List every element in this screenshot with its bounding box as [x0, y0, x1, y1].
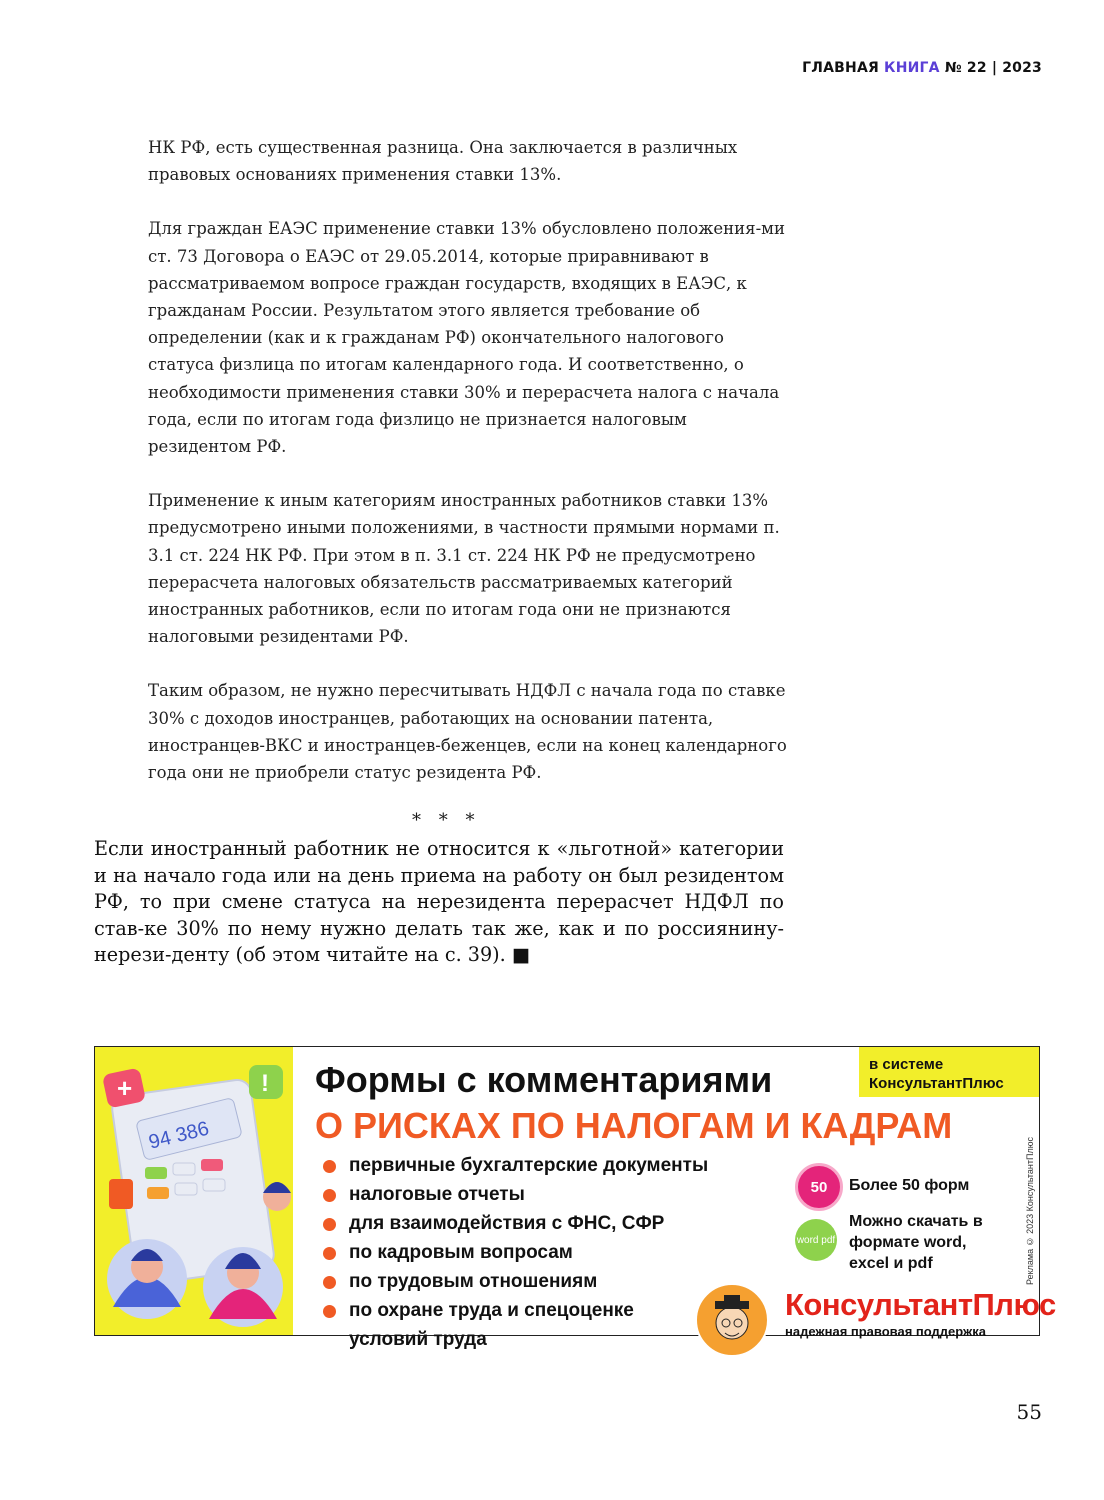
list-item: по охране труда и спецоценке — [323, 1296, 708, 1325]
advertisement-banner[interactable] — [94, 1046, 1056, 1350]
running-header — [802, 60, 1042, 76]
section-separator: * * * — [412, 810, 481, 831]
quoted-explanation — [148, 134, 788, 813]
quote-paragraph-1: НК РФ, есть существенная разница. Она заключается в различных правовых основаниях применения ставки 13%. — [148, 138, 738, 185]
conclusion-paragraph: Если иностранный работник не относится к «льготной» категории и на начало года или на день приема на работу он был резидентом РФ, то при смене статуса на нерезидента перерасчет НДФЛ по став-ке 30% по нему нужно делать так же, как и по россиянину-нерези-денту (об этом читайте на с. 39). ■ — [94, 837, 784, 966]
forms-count-text: Более 50 форм — [849, 1177, 970, 1194]
svg-text:!: ! — [261, 1070, 269, 1097]
list-item: для взаимодействия с ФНС, СФР — [323, 1209, 708, 1238]
ad-subtitle: О РИСКАХ ПО НАЛОГАМ И КАДРАМ — [315, 1105, 953, 1146]
logo-slogan: надежная правовая поддержка — [785, 1324, 986, 1339]
download-formats-text: Можно скачать в формате word, excel и pdf — [849, 1213, 983, 1272]
list-item: налоговые отчеты — [323, 1180, 708, 1209]
page-number: 55 — [1016, 1400, 1042, 1424]
calculator-display: 94 386 — [146, 1117, 212, 1154]
svg-text:+: + — [117, 1073, 133, 1103]
system-badge: в системе КонсультантПлюс — [859, 1047, 1039, 1097]
quote-paragraph-2: Для граждан ЕАЭС применение ставки 13% обусловлено положения-ми ст. 73 Договора о ЕАЭС от 29.05.2014, которые приравнивают в рассматриваемом вопросе граждан государств, входящих в ЕАЭС, к гражданам России. Результатом этого является требование об определении (как и к гражданам РФ) окончательного налогового статуса физлица по итогам календарного года. И соответственно, о необходимости применения ставки 30% и перерасчета налога с начала года, если по итогам года физлицо не признается налоговым резидентом РФ. — [148, 219, 785, 457]
quote-paragraph-4: Таким образом, не нужно пересчитывать НДФЛ с начала года по ставке 30% с доходов иностранцев, работающих на основании патента, иностранцев-ВКС и иностранцев-беженцев, если на конец календарного года они не приобрели статус резидента РФ. — [148, 681, 787, 783]
ad-disclaimer: Реклама © 2023 КонсультантПлюс — [1025, 1137, 1035, 1285]
calculator-illustration — [95, 1047, 293, 1335]
list-item: по трудовым отношениям — [323, 1267, 708, 1296]
list-item: первичные бухгалтерские документы — [323, 1151, 708, 1180]
word-pdf-icon: word pdf — [795, 1219, 837, 1261]
forms-count-icon: 50 — [795, 1163, 843, 1211]
list-item-continuation: условий труда — [349, 1329, 487, 1350]
mascot-avatar — [695, 1283, 769, 1357]
issue-number: № 22 | 2023 — [944, 60, 1042, 76]
ad-feature-list — [323, 1151, 708, 1354]
magazine-name: ГЛАВНАЯ — [802, 60, 879, 76]
list-item: по кадровым вопросам — [323, 1238, 708, 1267]
magazine-name-accent: КНИГА — [884, 60, 940, 76]
quote-paragraph-3: Применение к иным категориям иностранных работников ставки 13% предусмотрено иными положениями, в частности прямыми нормами п. 3.1 ст. 224 НК РФ. При этом в п. 3.1 ст. 224 НК РФ не предусмотрено перерасчета налоговых обязательств рассматриваемых категорий иностранных работников, если по итогам года они не признаются налоговыми резидентами РФ. — [148, 491, 780, 647]
professor-icon — [697, 1285, 767, 1355]
calculator-people-icon — [95, 1047, 293, 1335]
consultant-logo[interactable]: КонсультантПлюс — [785, 1287, 1056, 1322]
ad-title: Формы с комментариями — [315, 1059, 773, 1100]
